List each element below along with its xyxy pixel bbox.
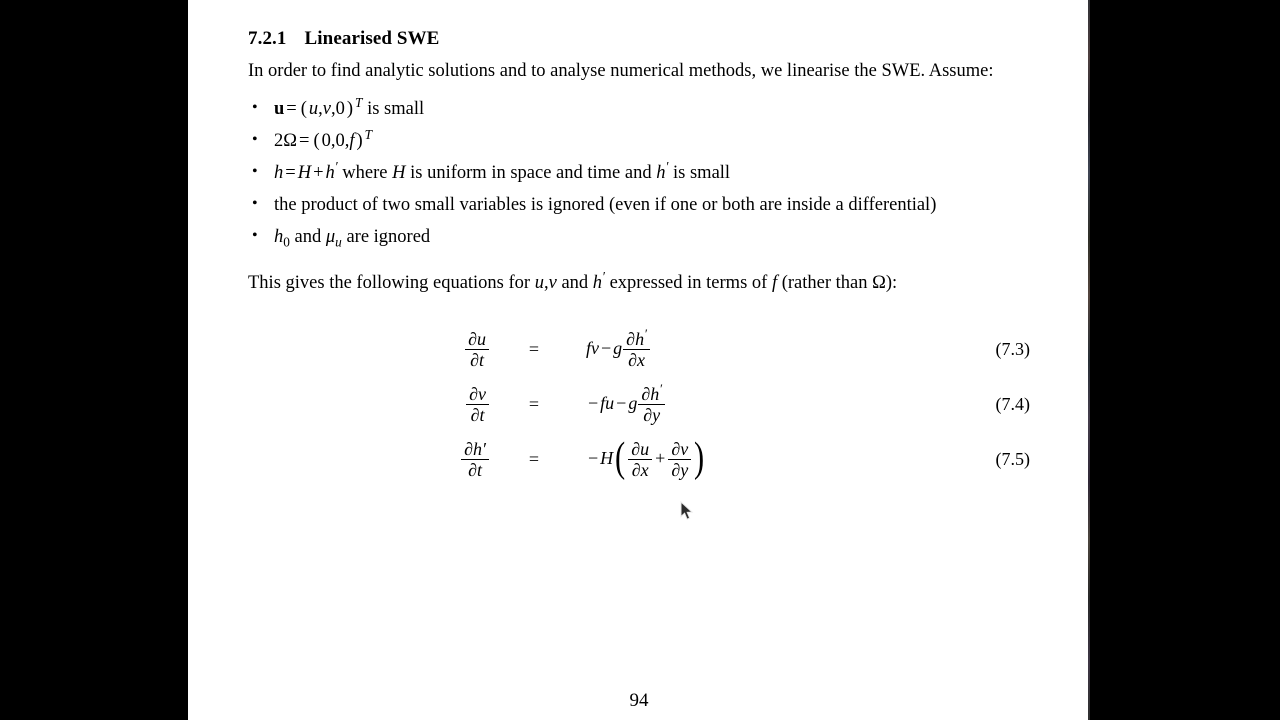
equation-number: (7.5) xyxy=(995,449,1030,469)
fraction-numerator: ∂h′ xyxy=(464,438,486,459)
comma-1: , xyxy=(330,131,336,151)
numerator-base: ∂h xyxy=(626,328,645,349)
intro-part-3: expressed in terms of xyxy=(604,273,772,293)
comma: , xyxy=(543,273,549,293)
prime-mark-2: ′ xyxy=(665,158,669,174)
intro-part-4: (rather than xyxy=(777,273,873,293)
symbol-u: u xyxy=(534,273,544,293)
intro-part-5: ): xyxy=(885,273,898,293)
symbol-H: H xyxy=(600,447,614,468)
page-edge-artifact xyxy=(1088,0,1090,720)
equals-sign: = xyxy=(528,394,540,414)
page-content xyxy=(248,28,1030,315)
text-and: and xyxy=(289,227,326,247)
equation-rhs xyxy=(556,325,940,370)
fraction-denominator: ∂t xyxy=(466,404,489,425)
minus-sign: − xyxy=(601,337,612,358)
symbol-mu: μ xyxy=(325,227,336,247)
close-paren-large: ) xyxy=(694,434,705,482)
fraction-numerator: ∂v xyxy=(671,438,689,459)
partial-derivative-u-x xyxy=(628,439,652,480)
equation-number: (7.3) xyxy=(995,339,1030,359)
equation-rhs xyxy=(556,434,940,482)
symbol-v: v xyxy=(548,273,557,293)
equation-lhs xyxy=(248,384,512,425)
symbol-f: f xyxy=(771,273,778,293)
fraction-denominator: ∂x xyxy=(628,459,652,480)
symbol-h0: h xyxy=(274,227,284,247)
equals-sign: = xyxy=(528,449,540,469)
fraction-denominator: ∂t xyxy=(465,349,489,370)
equation-lhs xyxy=(248,439,512,480)
symbol-g: g xyxy=(628,392,638,413)
intro-paragraph: In order to find analytic solutions and to analyse numerical methods, we linearise the SWE. Assume: xyxy=(248,61,994,81)
symbol-omega: Ω xyxy=(872,273,886,293)
numerator-base: ∂h xyxy=(641,383,660,404)
two-omega-symbol: 2Ω xyxy=(274,131,297,151)
open-paren: ( xyxy=(313,131,320,151)
assumption-h0-mu-ignored xyxy=(248,226,1030,248)
equals-sign: = xyxy=(528,339,540,359)
assumption-product-of-small-variables: • the product of two small variables is ignored (even if one or both are inside a differential) xyxy=(248,194,1030,216)
subscript-zero: 0 xyxy=(283,234,290,250)
document-page xyxy=(188,0,1090,720)
comma-2: , xyxy=(331,99,336,119)
section-heading xyxy=(248,28,1030,50)
symbol-h: h xyxy=(274,163,284,183)
symbol-v: v xyxy=(591,337,600,358)
symbol-h: h xyxy=(592,273,603,293)
equals-sign: = xyxy=(299,131,310,151)
equation-rhs xyxy=(556,380,940,425)
plus-sign: + xyxy=(313,163,324,183)
fraction-numerator: ∂u xyxy=(631,438,650,459)
prime-mark: ′ xyxy=(334,158,338,174)
partial-derivative-u-t xyxy=(465,329,489,370)
symbol-H-2: H xyxy=(392,163,406,183)
assumption-list xyxy=(248,94,1030,250)
assumption-coriolis-vector xyxy=(248,126,1030,152)
symbol-h-prime-2: h xyxy=(656,163,666,183)
partial-derivative-v-t xyxy=(466,384,489,425)
fraction-denominator: ∂y xyxy=(668,459,691,480)
equals-sign: = xyxy=(285,163,296,183)
open-paren-large: ( xyxy=(615,434,626,482)
partial-derivative-hprime-y xyxy=(638,380,665,425)
prime-mark: ′ xyxy=(602,268,605,284)
open-paren: ( xyxy=(300,99,307,119)
leading-minus-sign: − xyxy=(588,447,599,468)
equation-continuity xyxy=(248,432,1030,487)
symbol-f: f xyxy=(586,337,592,358)
equation-lhs xyxy=(248,329,512,370)
assumption-velocity-vector xyxy=(248,94,1030,120)
fraction-denominator: ∂y xyxy=(638,404,665,425)
minus-sign: − xyxy=(616,392,627,413)
component-v: v xyxy=(322,99,331,119)
transpose-superscript: T xyxy=(364,126,373,142)
fraction-numerator: ∂v xyxy=(469,383,486,404)
component-zero-1: 0 xyxy=(321,131,331,151)
plus-sign: + xyxy=(655,447,666,468)
text-where: where xyxy=(337,163,393,183)
transpose-superscript: T xyxy=(355,94,363,110)
component-f: f xyxy=(349,131,355,151)
assumption-trailer: is small xyxy=(668,163,731,183)
fraction-numerator: ∂u xyxy=(468,328,486,349)
text-uniform: is uniform in space and time and xyxy=(405,163,657,183)
fraction-denominator: ∂x xyxy=(623,349,650,370)
equation-block xyxy=(248,322,1030,487)
symbol-H: H xyxy=(297,163,312,183)
intro-part-2: and xyxy=(556,273,593,293)
symbol-f: f xyxy=(600,392,606,413)
subscript-u: u xyxy=(335,234,342,250)
component-zero-2: 0 xyxy=(335,131,345,151)
vector-u-symbol: u xyxy=(274,99,285,119)
prime-mark: ′ xyxy=(644,325,647,341)
equation-number: (7.4) xyxy=(995,394,1030,414)
symbol-g: g xyxy=(613,337,623,358)
component-zero: 0 xyxy=(335,99,345,119)
partial-derivative-hprime-t xyxy=(461,439,489,480)
equals-sign: = xyxy=(286,99,297,119)
leading-minus-sign: − xyxy=(588,392,599,413)
prime-mark: ′ xyxy=(659,380,663,396)
page-number: 94 xyxy=(629,690,649,711)
equation-momentum-u xyxy=(248,322,1030,377)
fraction-numerator xyxy=(638,380,665,404)
assumption-trailer: are ignored xyxy=(341,227,431,247)
assumption-trailer: is small xyxy=(362,99,425,119)
close-paren: ) xyxy=(356,131,363,151)
component-u: u xyxy=(308,99,319,119)
section-title: Linearised SWE xyxy=(304,28,440,49)
equations-intro-paragraph xyxy=(248,270,1030,296)
intro-part-1: This gives the following equations for xyxy=(248,273,535,293)
fraction-denominator: ∂t xyxy=(461,459,489,480)
symbol-h-prime: h xyxy=(325,163,335,183)
close-paren: ) xyxy=(346,99,354,119)
equation-momentum-v xyxy=(248,377,1030,432)
partial-derivative-hprime-x xyxy=(623,325,650,370)
symbol-u: u xyxy=(605,392,615,413)
assumption-depth-decomposition xyxy=(248,158,1030,184)
partial-derivative-v-y xyxy=(668,439,691,480)
section-number: 7.2.1 xyxy=(248,28,287,49)
comma-1: , xyxy=(318,99,323,119)
comma-2: , xyxy=(344,131,350,151)
fraction-numerator xyxy=(623,325,650,349)
